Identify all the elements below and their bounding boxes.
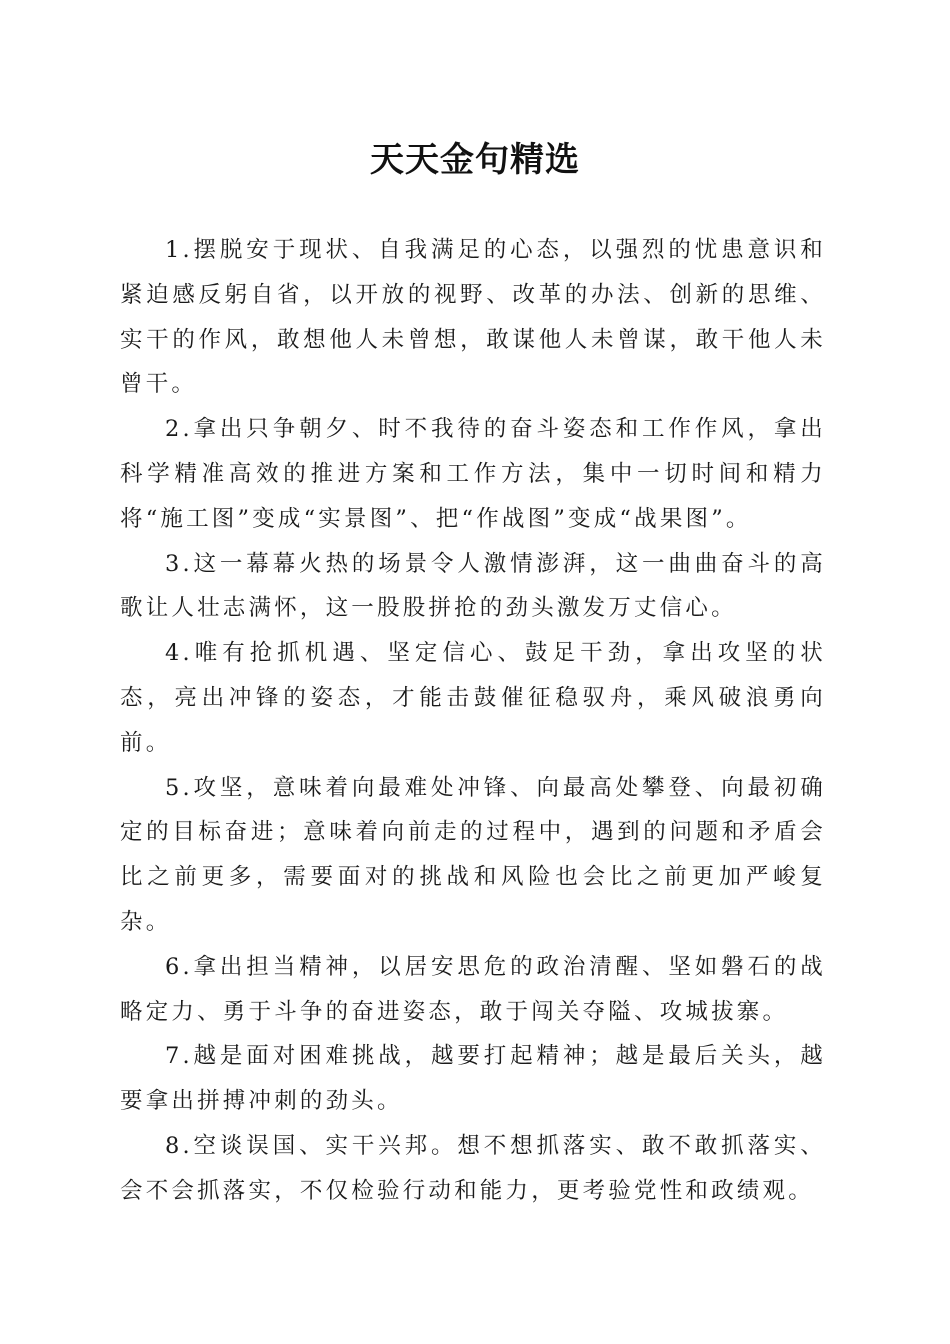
quote-item-6: 6.拿出担当精神，以居安思危的政治清醒、坚如磐石的战略定力、勇于斗争的奋进姿态，敢于闯关夺隘、攻城拔寨。 xyxy=(120,953,826,1025)
quote-item-8: 8.空谈误国、实干兴邦。想不想抓落实、敢不敢抓落实、会不会抓落实，不仅检验行动和能力，更考验党性和政绩观。 xyxy=(120,1132,826,1204)
quote-item-4: 4.唯有抢抓机遇、坚定信心、鼓足干劲，拿出攻坚的状态，亮出冲锋的姿态，才能击鼓催征稳驭舟，乘风破浪勇向前。 xyxy=(120,640,826,756)
quote-item-1: 1.摆脱安于现状、自我满足的心态，以强烈的忧患意识和紧迫感反躬自省，以开放的视野、改革的办法、创新的思维、实干的作风，敢想他人未曾想，敢谋他人未曾谋，敢干他人未曾干。 xyxy=(120,237,826,398)
quote-item-7: 7.越是面对困难挑战，越要打起精神；越是最后关头，越要拿出拼搏冲刺的劲头。 xyxy=(120,1043,826,1115)
quote-item-3: 3.这一幕幕火热的场景令人激情澎湃，这一曲曲奋斗的高歌让人壮志满怀，这一股股拼抢的劲头激发万丈信心。 xyxy=(120,550,826,622)
quote-list xyxy=(120,228,826,1214)
page-title: 天天金句精选 xyxy=(370,140,580,180)
quote-item-5: 5.攻坚，意味着向最难处冲锋、向最高处攀登、向最初确定的目标奋进；意味着向前走的过程中，遇到的问题和矛盾会比之前更多，需要面对的挑战和风险也会比之前更加严峻复杂。 xyxy=(120,774,826,935)
quote-item-2: 2.拿出只争朝夕、时不我待的奋斗姿态和工作作风，拿出科学精准高效的推进方案和工作方法，集中一切时间和精力将“施工图”变成“实景图”、把“作战图”变成“战果图”。 xyxy=(120,416,826,532)
